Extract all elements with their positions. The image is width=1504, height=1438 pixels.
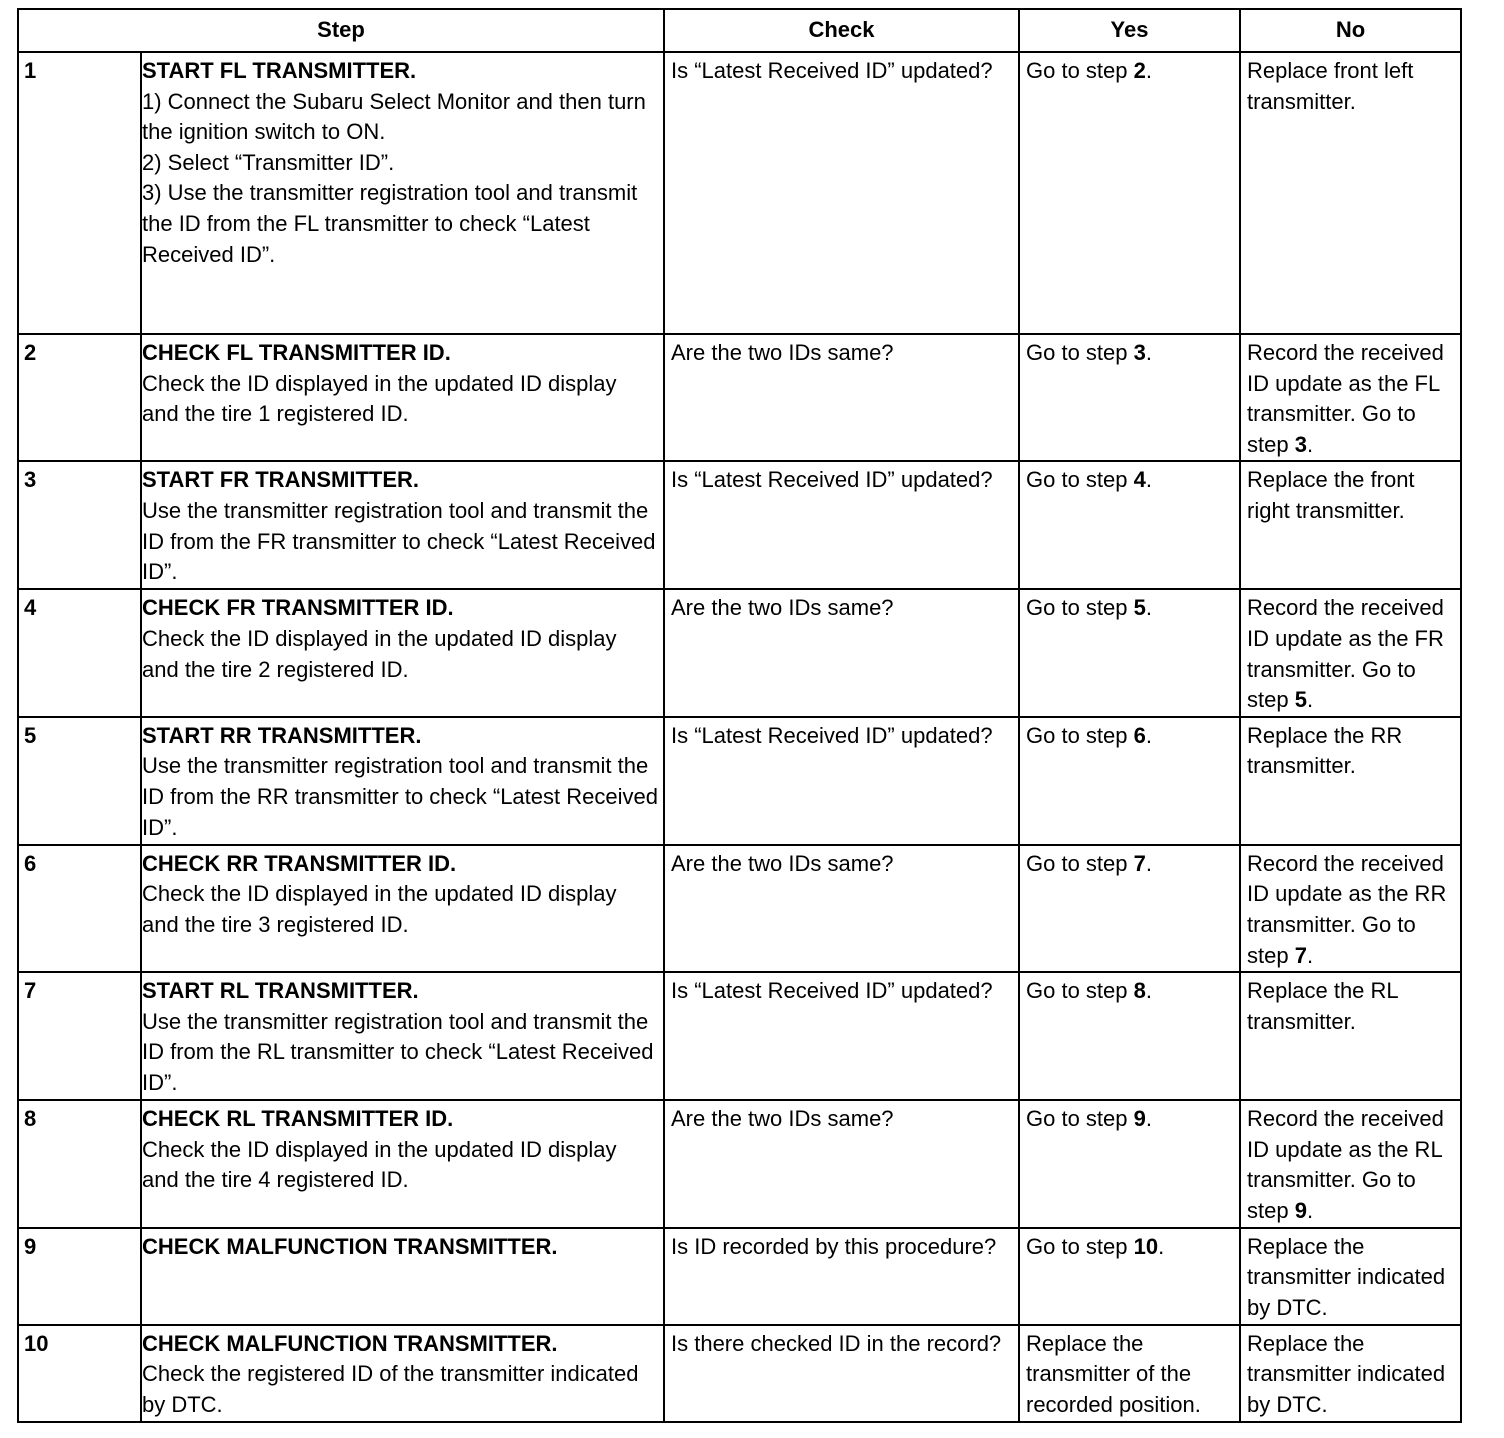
yes-text: Go to step <box>1026 978 1134 1004</box>
table-row <box>18 1325 1461 1422</box>
sub-step: 2) Select “Transmitter ID”. <box>142 149 395 175</box>
yes-step-ref: 8 <box>1133 978 1146 1004</box>
yes-text: Go to step <box>1026 1233 1134 1259</box>
step-title: CHECK RL TRANSMITTER ID. <box>142 1106 454 1132</box>
no-cell <box>1240 589 1461 716</box>
step-title: START FR TRANSMITTER. <box>142 467 420 493</box>
check-cell: Are the two IDs same? <box>664 1100 1019 1227</box>
step-description: Check the registered ID of the transmitter indicated by DTC. <box>142 1361 639 1417</box>
step-description: Check the ID displayed in the updated ID display and the tire 4 registered ID. <box>142 1136 617 1193</box>
check-cell: Is there checked ID in the record? <box>664 1325 1019 1422</box>
no-cell <box>1240 717 1461 845</box>
check-cell: Is ID recorded by this procedure? <box>664 1228 1019 1325</box>
step-number: 9 <box>18 1228 141 1325</box>
step-cell <box>141 334 664 461</box>
no-tail: . <box>1306 687 1314 713</box>
step-title: CHECK FL TRANSMITTER ID. <box>142 340 451 365</box>
yes-cell <box>1019 52 1240 334</box>
yes-cell <box>1019 1228 1240 1325</box>
step-number: 5 <box>18 717 141 845</box>
yes-step-ref: 9 <box>1133 1106 1146 1132</box>
no-text: Record the received ID update as the FR transmitter. Go to step <box>1247 595 1444 713</box>
step-title: CHECK FR TRANSMITTER ID. <box>142 595 454 621</box>
yes-text: Go to step <box>1026 1106 1134 1132</box>
no-text: Replace the RR transmitter. <box>1247 722 1403 779</box>
yes-cell <box>1019 461 1240 589</box>
yes-tail: . <box>1145 1106 1152 1132</box>
yes-text: Go to step <box>1026 850 1134 876</box>
no-text: Record the received ID update as the RR transmitter. Go to step <box>1247 850 1447 968</box>
yes-text: Go to step <box>1026 340 1134 365</box>
yes-step-ref: 7 <box>1133 850 1146 876</box>
step-description: Check the ID displayed in the updated ID display and the tire 3 registered ID. <box>142 881 617 937</box>
yes-cell <box>1019 589 1240 716</box>
no-tail: . <box>1306 942 1314 968</box>
header-yes: Yes <box>1019 9 1240 52</box>
step-cell <box>141 845 664 972</box>
step-number: 7 <box>18 972 141 1100</box>
yes-cell <box>1019 1100 1240 1227</box>
no-cell <box>1240 1100 1461 1227</box>
yes-tail: . <box>1145 595 1152 621</box>
step-title: CHECK MALFUNCTION TRANSMITTER. <box>142 1233 558 1259</box>
yes-tail: . <box>1145 467 1152 493</box>
no-tail: . <box>1306 1197 1314 1223</box>
no-text: Record the received ID update as the RL transmitter. Go to step <box>1247 1106 1444 1223</box>
step-cell <box>141 717 664 845</box>
header-no: No <box>1240 9 1461 52</box>
yes-cell <box>1019 717 1240 845</box>
step-number: 6 <box>18 845 141 972</box>
table-row <box>18 845 1461 972</box>
step-title: CHECK MALFUNCTION TRANSMITTER. <box>142 1330 558 1356</box>
yes-text: Go to step <box>1026 467 1134 493</box>
step-description: Use the transmitter registration tool and transmit the ID from the FR transmitter to check “Latest Received ID”. <box>142 497 656 585</box>
yes-tail: . <box>1158 1233 1165 1259</box>
table-row <box>18 717 1461 845</box>
check-cell: Are the two IDs same? <box>664 845 1019 972</box>
yes-cell <box>1019 334 1240 461</box>
step-description: Use the transmitter registration tool and transmit the ID from the RR transmitter to check “Latest Received ID”. <box>142 753 658 840</box>
diagnostic-procedure-table <box>17 8 1462 1423</box>
no-tail: . <box>1306 431 1314 457</box>
no-step-ref: 3 <box>1294 431 1307 457</box>
no-text: Replace front left transmitter. <box>1247 58 1414 114</box>
yes-tail: . <box>1145 340 1152 365</box>
no-cell <box>1240 1228 1461 1325</box>
step-number: 8 <box>18 1100 141 1227</box>
yes-tail: . <box>1145 58 1152 83</box>
no-cell <box>1240 52 1461 334</box>
no-step-ref: 9 <box>1294 1197 1307 1223</box>
no-cell <box>1240 334 1461 461</box>
yes-step-ref: 2 <box>1133 58 1146 83</box>
yes-step-ref: 4 <box>1133 467 1146 493</box>
table-row <box>18 52 1461 334</box>
table-row <box>18 334 1461 461</box>
table-header-row <box>18 9 1461 52</box>
step-description: Check the ID displayed in the updated ID display and the tire 2 registered ID. <box>142 625 617 682</box>
yes-step-ref: 3 <box>1133 340 1146 365</box>
step-cell <box>141 52 664 334</box>
yes-cell <box>1019 845 1240 972</box>
step-number: 2 <box>18 334 141 461</box>
no-cell <box>1240 461 1461 589</box>
header-check: Check <box>664 9 1019 52</box>
yes-tail: . <box>1145 978 1152 1004</box>
no-step-ref: 7 <box>1294 942 1307 968</box>
no-cell <box>1240 1325 1461 1422</box>
step-number: 1 <box>18 52 141 334</box>
table-row <box>18 1100 1461 1227</box>
step-description: Use the transmitter registration tool and transmit the ID from the RL transmitter to check “Latest Received ID”. <box>142 1008 654 1095</box>
no-text: Replace the front right transmitter. <box>1247 467 1415 523</box>
check-cell: Are the two IDs same? <box>664 334 1019 461</box>
table-row <box>18 461 1461 589</box>
step-cell <box>141 1228 664 1325</box>
yes-tail: . <box>1145 850 1152 876</box>
table-row <box>18 589 1461 716</box>
table-row <box>18 972 1461 1100</box>
sub-step: 1) Connect the Subaru Select Monitor and then turn the ignition switch to ON. <box>142 88 646 145</box>
check-cell: Are the two IDs same? <box>664 589 1019 716</box>
step-description: Check the ID displayed in the updated ID display and the tire 1 registered ID. <box>142 370 617 427</box>
no-text: Replace the transmitter indicated by DTC. <box>1247 1330 1446 1417</box>
step-number: 4 <box>18 589 141 716</box>
check-cell: Is “Latest Received ID” updated? <box>664 717 1019 845</box>
yes-text: Go to step <box>1026 58 1134 83</box>
step-title: START FL TRANSMITTER. <box>142 58 417 83</box>
step-title: START RL TRANSMITTER. <box>142 978 419 1004</box>
check-cell: Is “Latest Received ID” updated? <box>664 972 1019 1100</box>
step-number: 3 <box>18 461 141 589</box>
no-cell <box>1240 845 1461 972</box>
no-cell <box>1240 972 1461 1100</box>
step-number: 10 <box>18 1325 141 1422</box>
header-step: Step <box>18 9 664 52</box>
yes-step-ref: 6 <box>1133 722 1146 748</box>
check-cell: Is “Latest Received ID” updated? <box>664 461 1019 589</box>
step-title: CHECK RR TRANSMITTER ID. <box>142 850 457 876</box>
sub-step: 3) Use the transmitter registration tool and transmit the ID from the FL transmitter to check “Latest Received ID”. <box>142 180 638 267</box>
yes-text: Go to step <box>1026 722 1134 748</box>
no-text: Record the received ID update as the FL transmitter. Go to step <box>1247 340 1444 457</box>
yes-cell <box>1019 1325 1240 1422</box>
step-cell <box>141 1100 664 1227</box>
step-cell <box>141 1325 664 1422</box>
yes-text: Go to step <box>1026 595 1134 621</box>
step-title: START RR TRANSMITTER. <box>142 722 422 748</box>
check-cell: Is “Latest Received ID” updated? <box>664 52 1019 334</box>
yes-step-ref: 5 <box>1133 595 1146 621</box>
no-step-ref: 5 <box>1294 687 1307 713</box>
table-row <box>18 1228 1461 1325</box>
no-text: Replace the transmitter indicated by DTC. <box>1247 1233 1446 1320</box>
step-cell <box>141 589 664 716</box>
yes-cell <box>1019 972 1240 1100</box>
no-text: Replace the RL transmitter. <box>1247 978 1398 1034</box>
yes-step-ref: 10 <box>1133 1233 1159 1259</box>
step-cell <box>141 461 664 589</box>
step-cell <box>141 972 664 1100</box>
yes-text: Replace the transmitter of the recorded position. <box>1026 1330 1201 1417</box>
yes-tail: . <box>1145 722 1152 748</box>
